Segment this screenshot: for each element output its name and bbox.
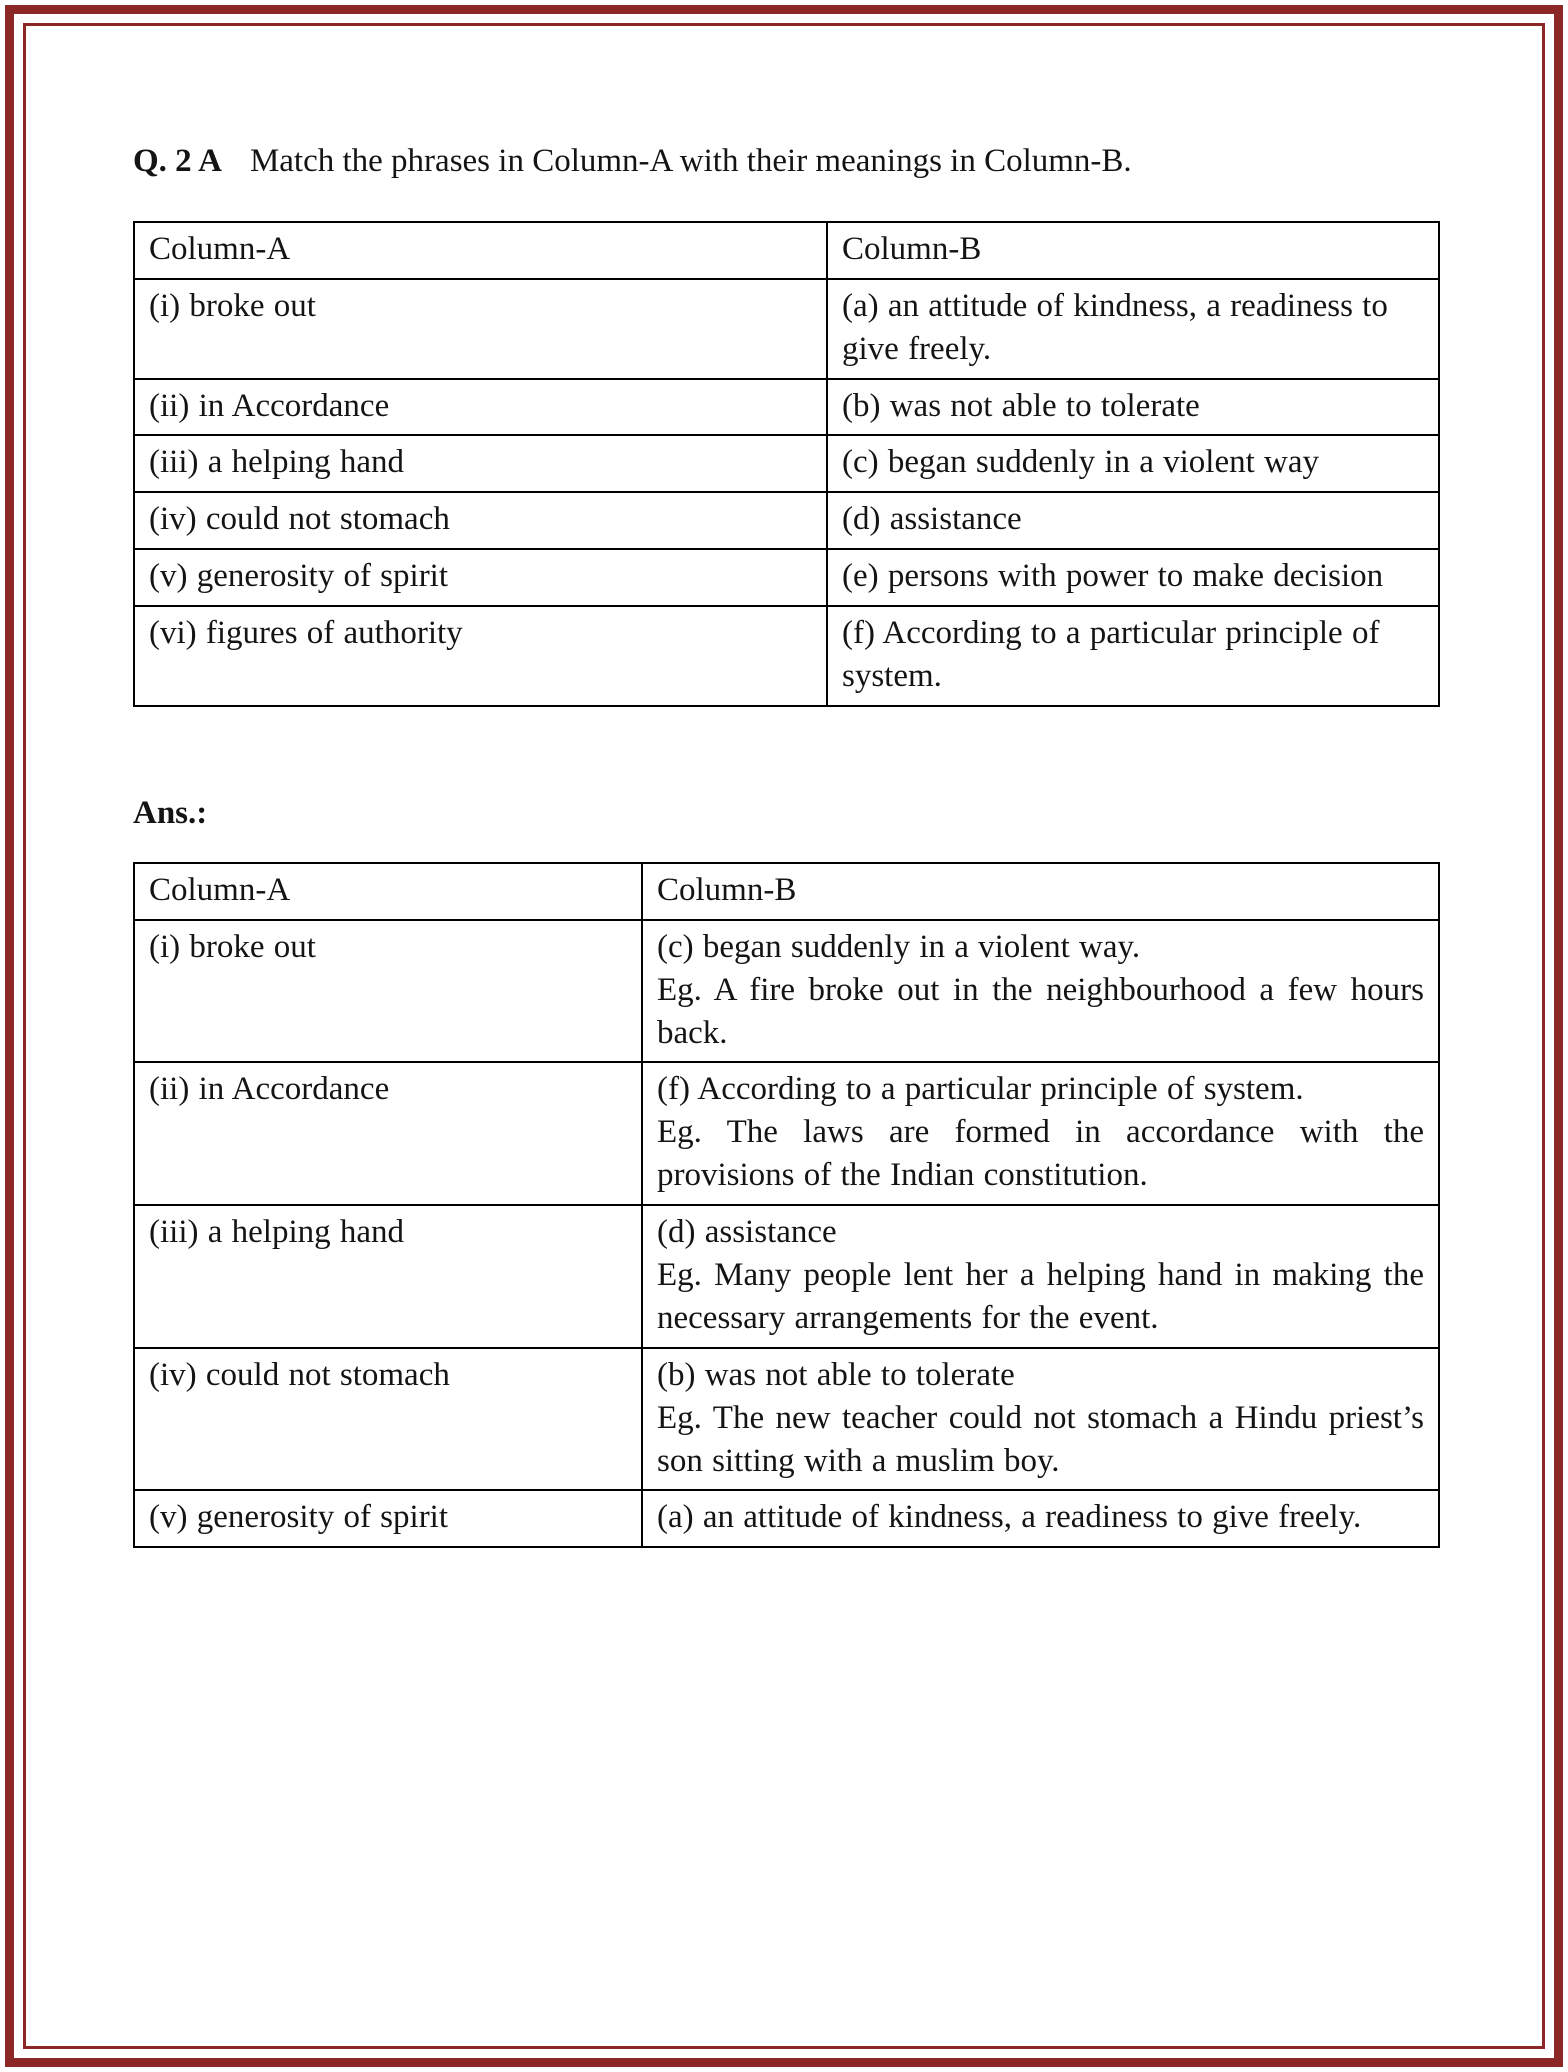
table-row (134, 1205, 1439, 1348)
meaning-cell: (e) persons with power to make decision (827, 549, 1439, 606)
phrase-cell: (iv) could not stomach (134, 492, 827, 549)
phrase-cell: (ii) in Accordance (134, 1062, 642, 1205)
meaning-cell: (d) assistance (827, 492, 1439, 549)
table-row (134, 379, 1439, 436)
phrase-cell: (i) broke out (134, 279, 827, 379)
answer-example: Eg. The laws are formed in accordance with the provisions of the Indian constitution. (657, 1114, 1424, 1194)
column-a-header: Column-A (134, 863, 642, 920)
meaning-cell: (c) began suddenly in a violent way (827, 435, 1439, 492)
table-row (134, 606, 1439, 706)
answer-meaning: (c) began suddenly in a violent way. (657, 928, 1141, 965)
phrase-cell: (iii) a helping hand (134, 435, 827, 492)
answer-meaning: (a) an attitude of kindness, a readiness to give freely. (657, 1499, 1362, 1536)
answer-cell (642, 920, 1439, 1063)
table-row (134, 920, 1439, 1063)
answer-example: Eg. The new teacher could not stomach a Hindu priest’s son sitting with a muslim boy. (657, 1399, 1424, 1479)
phrase-cell: (v) generosity of spirit (134, 549, 827, 606)
answer-example: Eg. Many people lent her a helping hand in making the necessary arrangements for the event. (657, 1257, 1424, 1336)
table-row (134, 1062, 1439, 1205)
meaning-cell: (a) an attitude of kindness, a readiness to give freely. (827, 279, 1439, 379)
question-text: Match the phrases in Column-A with their meanings in Column-B. (249, 143, 1132, 179)
table-row (134, 492, 1439, 549)
column-a-header: Column-A (134, 222, 827, 279)
table-row (134, 279, 1439, 379)
table-header-row (134, 222, 1439, 279)
phrase-cell: (i) broke out (134, 920, 642, 1063)
answer-label: Ans.: (133, 794, 208, 831)
table-row (134, 1348, 1439, 1491)
answer-meaning: (f) According to a particular principle of system. (657, 1071, 1304, 1108)
answer-meaning: (b) was not able to tolerate (657, 1356, 1015, 1393)
question-label: Q. 2 A (133, 143, 222, 179)
meaning-cell: (f) According to a particular principle of system. (827, 606, 1439, 706)
table-header-row (134, 863, 1439, 920)
answer-cell (642, 1348, 1439, 1491)
meaning-cell: (b) was not able to tolerate (827, 379, 1439, 436)
phrase-cell: (vi) figures of authority (134, 606, 827, 706)
phrase-cell: (iii) a helping hand (134, 1205, 642, 1348)
column-b-header: Column-B (642, 863, 1439, 920)
table-row (134, 549, 1439, 606)
table-row (134, 1490, 1439, 1547)
phrase-cell: (v) generosity of spirit (134, 1490, 642, 1547)
answer-meaning: (d) assistance (657, 1214, 837, 1251)
answer-cell (642, 1205, 1439, 1348)
phrase-cell: (ii) in Accordance (134, 379, 827, 436)
phrase-cell: (iv) could not stomach (134, 1348, 642, 1491)
answer-cell (642, 1490, 1439, 1547)
question-table (133, 221, 1440, 707)
answer-table (133, 862, 1440, 1548)
column-b-header: Column-B (827, 222, 1439, 279)
answer-cell (642, 1062, 1439, 1205)
table-row (134, 435, 1439, 492)
question-paragraph (133, 138, 1433, 185)
answer-example: Eg. A fire broke out in the neighbourhood a few hours back. (657, 971, 1424, 1051)
